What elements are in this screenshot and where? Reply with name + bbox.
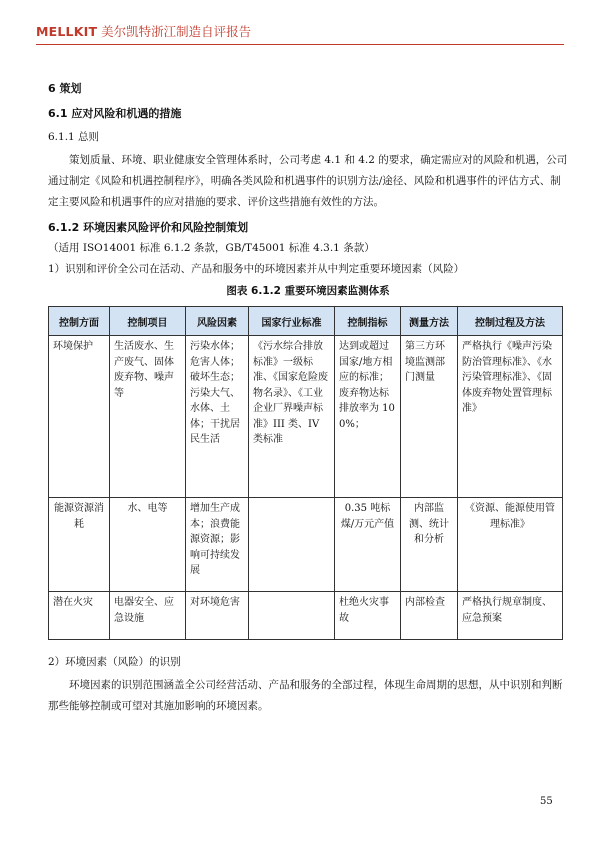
- column-header: 控制过程及方法: [458, 307, 563, 336]
- env-monitoring-table: [48, 306, 563, 640]
- table-row: [49, 498, 563, 592]
- general-paragraph: 策划质量、环境、职业健康安全管理体系时，公司考虑 4.1 和 4.2 的要求，确定需应对的风险和机遇，公司通过制定《风险和机遇控制程序》，明确各类风险和机遇事件的识别方法/途径、风险和机遇事件的评估方式、制定主要风险和机遇事件的应对措施的要求、评价这些措施有效性的方法。: [48, 154, 568, 208]
- general-heading: 6.1.1 总则: [48, 131, 100, 143]
- table-cell: 潜在火灾: [49, 592, 110, 640]
- identification-paragraph: 环境因素的识别范围涵盖全公司经营活动、产品和服务的全部过程，体现生命周期的思想，从中识别和判断那些能够控制或可望对其施加影响的环境因素。: [48, 679, 563, 712]
- list-item-2: 2）环境因素（风险）的识别: [48, 656, 181, 668]
- column-header: 控制指标: [335, 307, 401, 336]
- table-caption: 图表 6.1.2 重要环境因素监测体系: [226, 285, 390, 297]
- report-header: [36, 22, 564, 40]
- table-cell: 《资源、能源使用管理标准》: [458, 498, 563, 592]
- table-cell: 内部监测、统计和分析: [401, 498, 458, 592]
- table-cell: 水、电等: [110, 498, 186, 592]
- table-cell: 内部检查: [401, 592, 458, 640]
- table-cell: [249, 592, 335, 640]
- list-item-1: 1）识别和评价全公司在活动、产品和服务中的环境因素并从中判定重要环境因素（风险）: [48, 263, 465, 275]
- subsection-heading: 6.1 应对风险和机遇的措施: [48, 107, 182, 120]
- brand-name: MELLKIT: [36, 24, 98, 39]
- column-header: 国家行业标准: [249, 307, 335, 336]
- table-cell: 能源资源消耗: [49, 498, 110, 592]
- section-heading: 6 策划: [48, 82, 82, 95]
- table-header-row: [49, 307, 563, 336]
- column-header: 风险因素: [186, 307, 249, 336]
- table-row: [49, 592, 563, 640]
- report-title: 美尔凯特浙江制造自评报告: [97, 24, 252, 39]
- table-cell: 对环境危害: [186, 592, 249, 640]
- column-header: 控制项目: [110, 307, 186, 336]
- table-cell: 0.35 吨标煤/万元产值: [335, 498, 401, 592]
- env-scope-note: （适用 ISO14001 标准 6.1.2 条款，GB/T45001 标准 4.3.1 条款）: [48, 242, 375, 254]
- header-divider: [36, 44, 564, 45]
- table-cell: 生活废水、生产废气、固体废弃物、噪声等: [110, 336, 186, 498]
- table-cell: 《污水综合排放标准》一级标准、《国家危险废物名录》、《工业企业厂界噪声标准》III 类、IV 类标准: [249, 336, 335, 498]
- table-cell: 达到或超过国家/地方相应的标准；废弃物达标排放率为 100%；: [335, 336, 401, 498]
- table-cell: 杜绝火灾事故: [335, 592, 401, 640]
- column-header: 控制方面: [49, 307, 110, 336]
- env-risk-heading: 6.1.2 环境因素风险评价和风险控制策划: [48, 221, 249, 234]
- table-cell: 环境保护: [49, 336, 110, 498]
- table-cell: 污染水体；危害人体；破坏生态；污染大气、水体、土体；干扰居民生活: [186, 336, 249, 498]
- table-cell: 电器安全、应急设施: [110, 592, 186, 640]
- table-row: [49, 336, 563, 498]
- table-cell: [249, 498, 335, 592]
- column-header: 测量方法: [401, 307, 458, 336]
- page-number: 55: [540, 796, 553, 807]
- table-cell: 增加生产成本；浪费能源资源；影响可持续发展: [186, 498, 249, 592]
- table-cell: 严格执行《噪声污染防治管理标准》、《水污染管理标准》、《固体废弃物处置管理标准》: [458, 336, 563, 498]
- table-cell: 第三方环境监测部门测量: [401, 336, 458, 498]
- page-body: [48, 80, 568, 717]
- table-cell: 严格执行规章制度、应急预案: [458, 592, 563, 640]
